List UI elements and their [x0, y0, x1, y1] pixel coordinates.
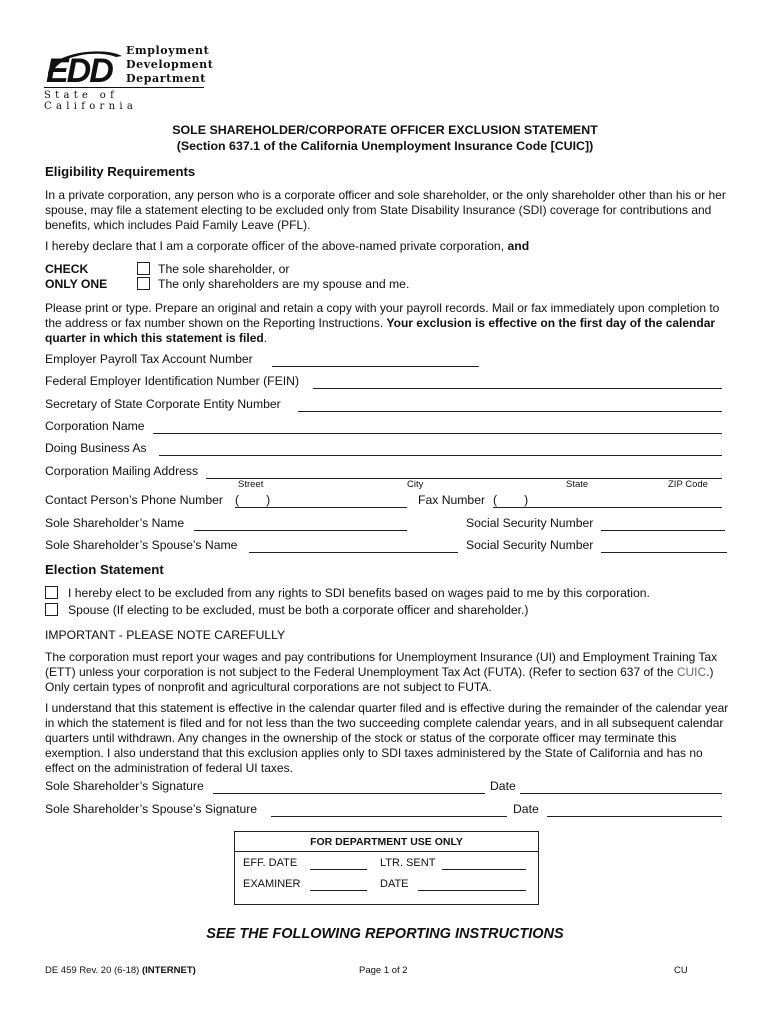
- street-sublabel: Street: [238, 479, 264, 490]
- corp-name-label: Corporation Name: [45, 419, 145, 433]
- eligibility-paragraph: In a private corporation, any person who is a corporate officer and sole shareholder, or the only shareholder other than his or her spouse, may file a statement electing to be excluded only from State Disability Insurance (SDI) coverage for contributions and benefits, which includes Paid Family Leave (PFL).: [45, 188, 726, 232]
- shareholder-name-label: Sole Shareholder’s Name: [45, 516, 185, 530]
- corp-name-field[interactable]: [153, 433, 722, 434]
- department-use-rule: [235, 851, 538, 852]
- edd-logo-line2: Development: [126, 58, 214, 71]
- see-following-instructions: SEE THE FOLLOWING REPORTING INSTRUCTIONS: [206, 926, 564, 942]
- shareholder-name-field[interactable]: [194, 530, 407, 531]
- form-id-number: DE 459 Rev. 20 (6-18): [45, 965, 140, 976]
- form-code: CU: [674, 965, 688, 976]
- form-title-line1: SOLE SHAREHOLDER/CORPORATE OFFICER EXCLUSION STATEMENT: [172, 123, 598, 137]
- declaration-main: I hereby declare that I am a corporate officer of the above-named private corporation,: [45, 239, 505, 253]
- ssn2-label: Social Security Number: [466, 538, 594, 552]
- spouse-signature-field[interactable]: [271, 816, 507, 817]
- mailing-address-label: Corporation Mailing Address: [45, 464, 199, 478]
- edd-logo-line1: Employment: [126, 44, 210, 57]
- spouse-signature-label: Sole Shareholder’s Spouse’s Signature: [45, 802, 258, 816]
- edd-logo-state: State of California: [44, 90, 138, 112]
- date1-field[interactable]: [520, 793, 722, 794]
- check-only-one-label1: CHECK: [45, 262, 89, 276]
- instructions-plain: Please print or type. Prepare an original and retain a copy with your payroll records. Mail or fax immediately upon completion to the address or fax number shown on the Reporting Instructions.: [45, 301, 720, 330]
- fax-field[interactable]: [493, 507, 722, 508]
- dept-date-label: DATE: [380, 878, 409, 890]
- fax-area-code: ( ): [493, 493, 529, 507]
- sole-shareholder-option-label: The sole shareholder, or: [158, 262, 290, 276]
- date2-label: Date: [513, 802, 539, 816]
- dba-field[interactable]: [159, 455, 722, 456]
- dept-date-field[interactable]: [418, 890, 526, 891]
- instructions-bold: Your exclusion is effective on the first day of the calendar quarter in which this statement is filed: [45, 316, 716, 345]
- edd-logo-abbr: EDD: [46, 52, 112, 90]
- mailing-address-field[interactable]: [206, 478, 722, 479]
- fein-label: Federal Employer Identification Number (FEIN): [45, 374, 299, 388]
- ssn2-field[interactable]: [601, 552, 727, 553]
- form-title-line2: (Section 637.1 of the California Unemployment Insurance Code [CUIC]): [176, 139, 594, 153]
- phone-area-code: ( ): [235, 493, 271, 507]
- ltr-sent-field[interactable]: [442, 869, 526, 870]
- spouse-shareholders-checkbox[interactable]: [137, 277, 150, 290]
- shareholder-signature-field[interactable]: [213, 793, 485, 794]
- declaration-and: and: [507, 239, 530, 253]
- fax-label: Fax Number: [418, 493, 486, 507]
- declaration-text: [45, 239, 529, 253]
- spouse-exclusion-label: Spouse (If electing to be excluded, must be both a corporate officer and shareholder.): [68, 603, 529, 617]
- form-id-internet: (INTERNET): [141, 965, 196, 976]
- cuic-link[interactable]: CUIC: [676, 665, 707, 679]
- spouse-name-label: Sole Shareholder’s Spouse’s Name: [45, 538, 238, 552]
- elect-exclusion-label: I hereby elect to be excluded from any rights to SDI benefits based on wages paid to me by this corporation.: [68, 586, 650, 600]
- sos-number-field[interactable]: [298, 411, 722, 412]
- edd-logo-line3: Department: [126, 72, 206, 85]
- page-number: Page 1 of 2: [359, 965, 408, 976]
- futa-paragraph: [45, 650, 735, 695]
- futa-text-a: The corporation must report your wages and pay contributions for Unemployment Insurance (UI) and Employment Training Tax (ETT) unless your corporation is not subject to the Federal Unemployment Tax Act (FUTA). (Refer to section 637 of the: [45, 650, 718, 679]
- zip-sublabel: ZIP Code: [668, 479, 708, 490]
- spouse-shareholders-option-label: The only shareholders are my spouse and me.: [158, 277, 410, 291]
- instructions-paragraph: [45, 301, 735, 346]
- elect-exclusion-checkbox[interactable]: [45, 586, 58, 599]
- examiner-label: EXAMINER: [243, 878, 301, 890]
- payroll-account-field[interactable]: [272, 366, 479, 367]
- eff-date-field[interactable]: [310, 869, 367, 870]
- sos-number-label: Secretary of State Corporate Entity Number: [45, 397, 281, 411]
- eligibility-heading: Eligibility Requirements: [45, 164, 196, 179]
- edd-logo-rule: [44, 87, 204, 88]
- check-only-one-label2: ONLY ONE: [45, 277, 108, 291]
- city-sublabel: City: [407, 479, 424, 490]
- date2-field[interactable]: [547, 816, 722, 817]
- dba-label: Doing Business As: [45, 441, 147, 455]
- ltr-sent-label: LTR. SENT: [380, 857, 436, 869]
- spouse-name-field[interactable]: [249, 552, 458, 553]
- phone-field[interactable]: [235, 507, 407, 508]
- payroll-account-label: Employer Payroll Tax Account Number: [45, 352, 253, 366]
- ssn1-label: Social Security Number: [466, 516, 594, 530]
- futa-text-b: .) Only certain types of nonprofit and agricultural corporations are not subject to FUTA.: [45, 665, 714, 694]
- phone-label: Contact Person’s Phone Number: [45, 493, 223, 507]
- department-use-title: FOR DEPARTMENT USE ONLY: [310, 836, 463, 848]
- ssn1-field[interactable]: [601, 530, 725, 531]
- important-note: IMPORTANT - PLEASE NOTE CAREFULLY: [45, 628, 286, 642]
- fein-field[interactable]: [313, 388, 722, 389]
- effective-paragraph: I understand that this statement is effective in the calendar quarter filed and is effective during the remainder of the calendar year in which the statement is filed and for not less than the two succeeding complete calendar years, and in all subsequent calendar quarters until withdrawn. Any changes in the ownership of the stock or status of the corporate officer may terminate this exemption. I also understand that this exclusion applies only to SDI taxes administered by the State of California and has no effect on the administration of federal UI taxes.: [45, 701, 729, 775]
- sole-shareholder-checkbox[interactable]: [137, 262, 150, 275]
- examiner-field[interactable]: [310, 890, 367, 891]
- instructions-end: .: [263, 331, 268, 345]
- eff-date-label: EFF. DATE: [243, 857, 298, 869]
- state-sublabel: State: [566, 479, 589, 490]
- date1-label: Date: [490, 779, 516, 793]
- spouse-exclusion-checkbox[interactable]: [45, 603, 58, 616]
- form-id: [45, 965, 196, 976]
- shareholder-signature-label: Sole Shareholder’s Signature: [45, 779, 204, 793]
- election-heading: Election Statement: [45, 562, 164, 577]
- edd-logo: [44, 44, 214, 112]
